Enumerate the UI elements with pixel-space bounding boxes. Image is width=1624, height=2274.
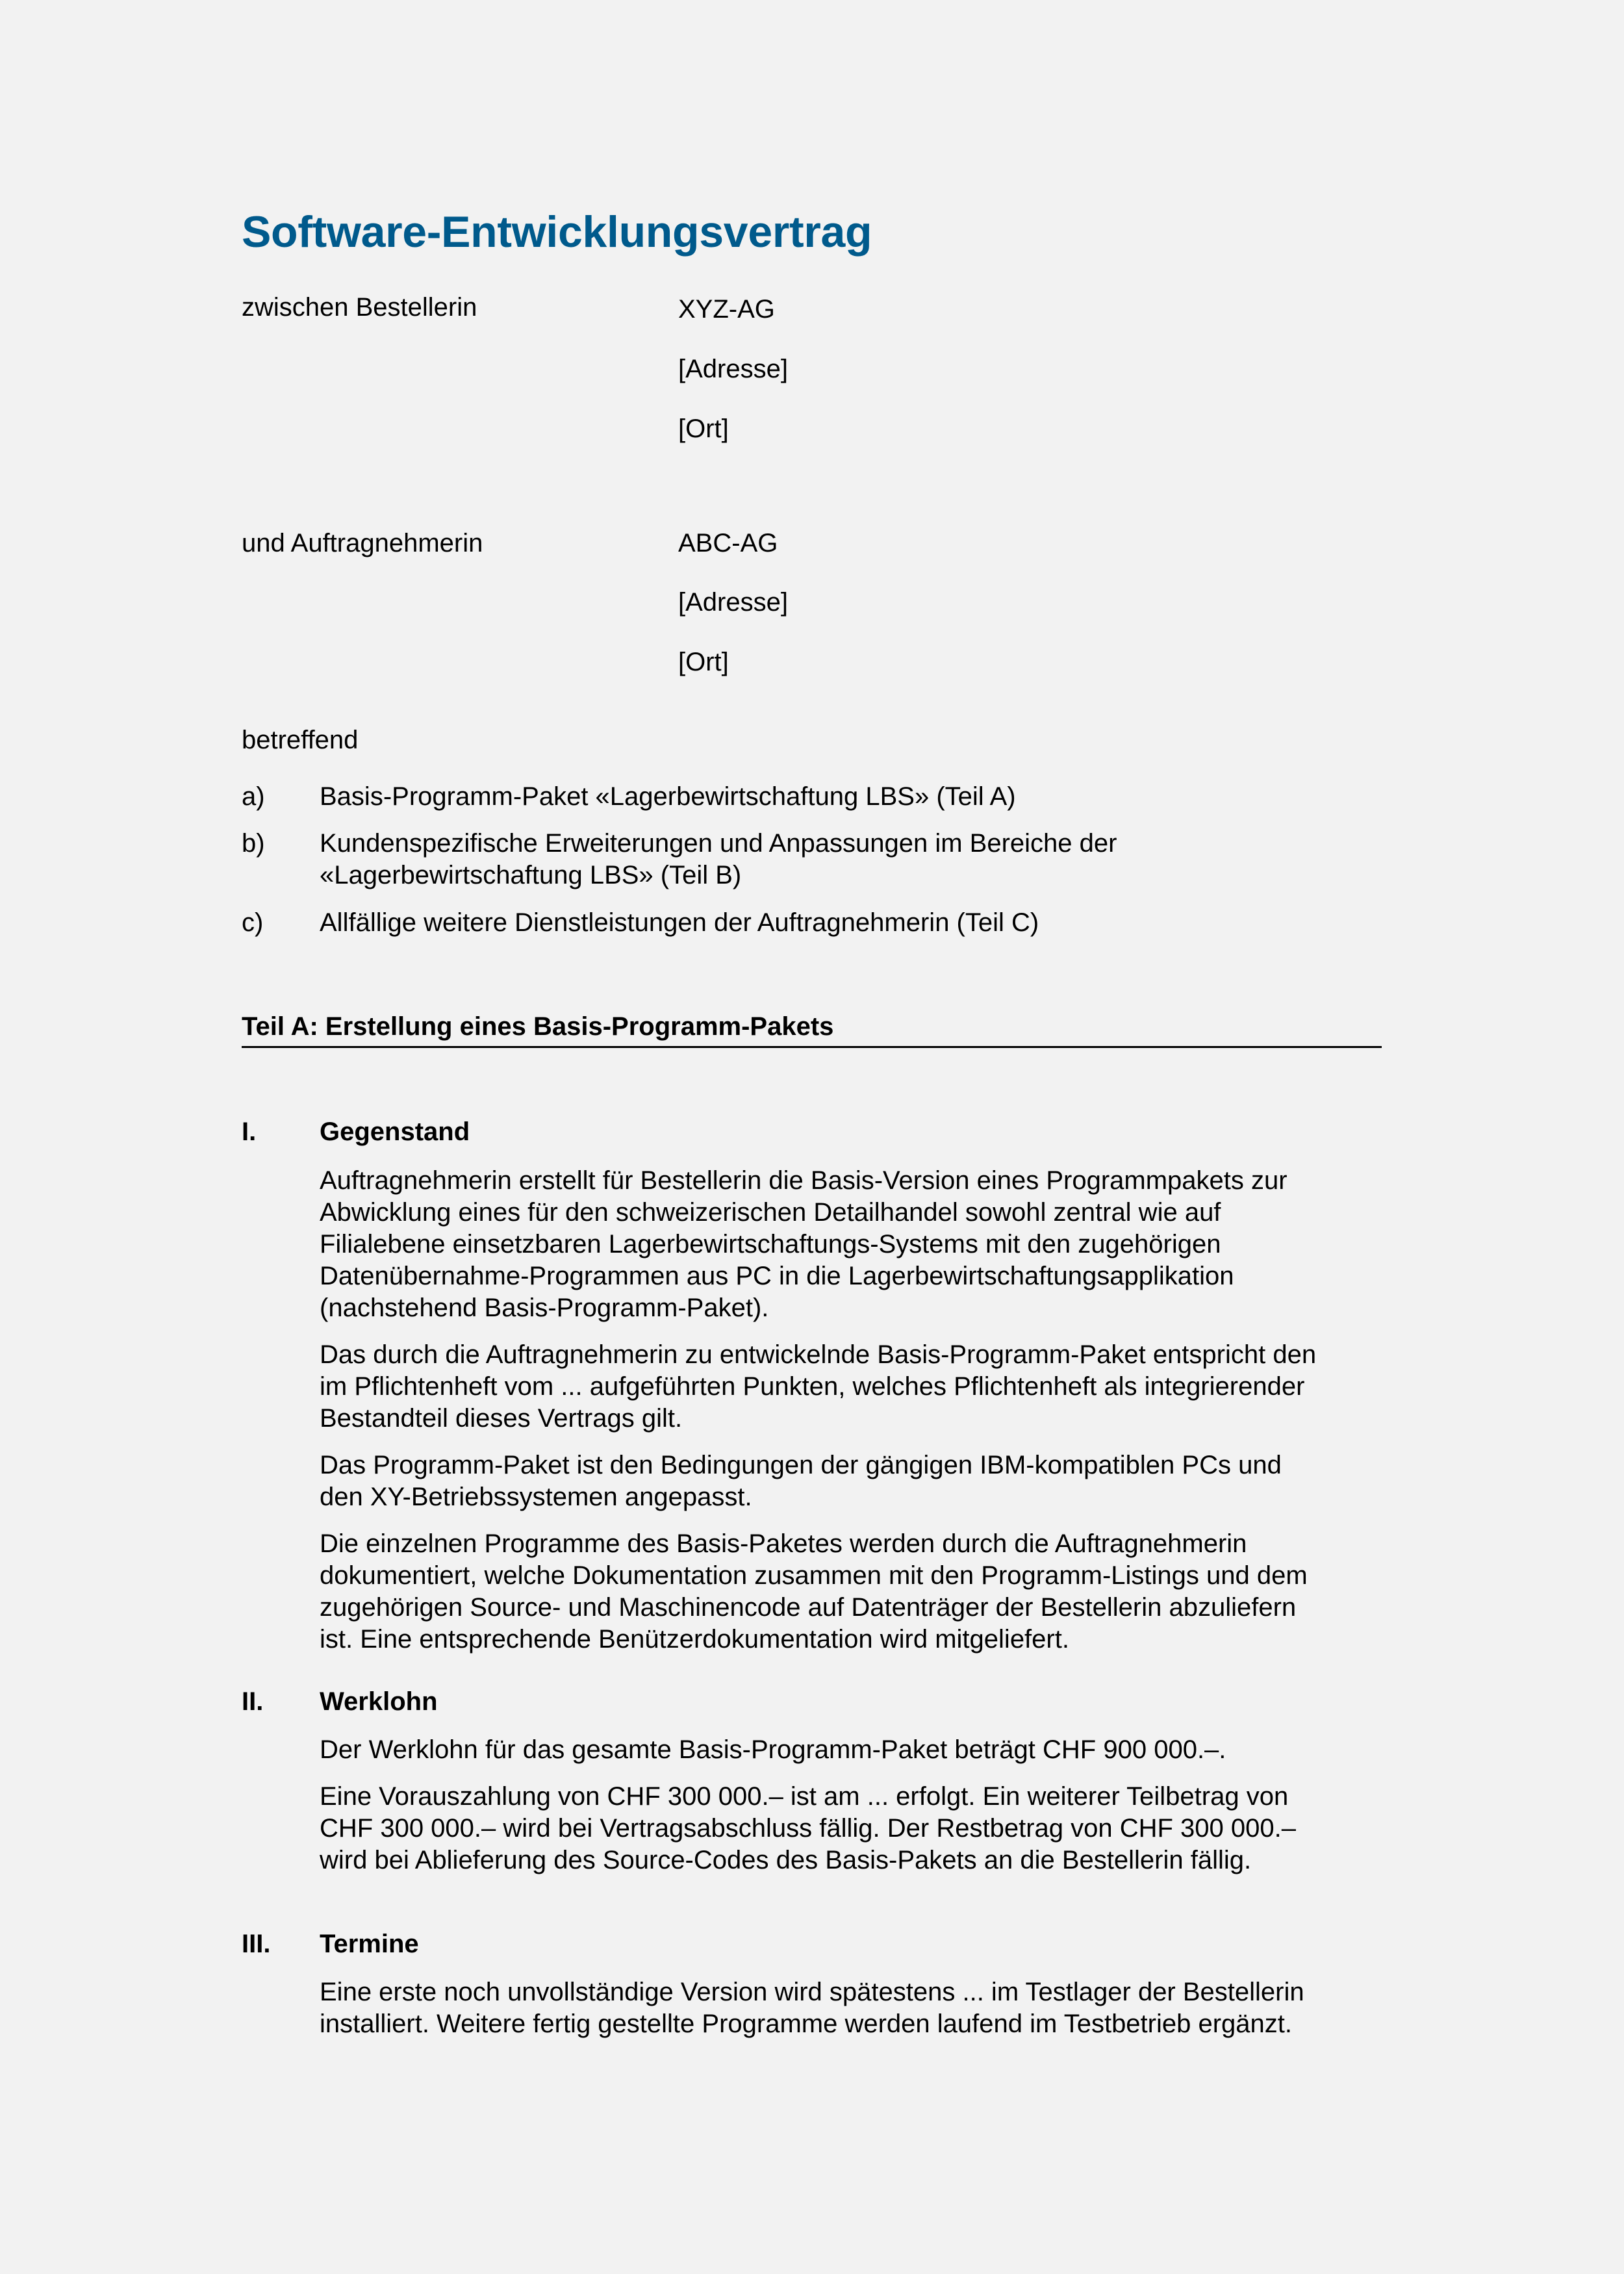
paragraph-line: im Pflichtenheft vom ... aufgeführten Punkten, welches Pflichtenheft als integrierender [320, 1372, 1305, 1401]
subject-label: betreffend [242, 726, 359, 754]
client-label: zwischen Bestellerin [242, 293, 477, 322]
paragraph-line: Das Programm-Paket ist den Bedingungen der gängigen IBM-kompatiblen PCs und [320, 1451, 1282, 1479]
section-paragraph [320, 1339, 1385, 1435]
contractor-name: ABC-AG [678, 529, 778, 557]
section-number: III. [242, 1930, 271, 1958]
paragraph-line: Eine erste noch unvollständige Version wird spätestens ... im Testlager der Bestellerin [320, 1978, 1304, 2006]
paragraph-line: Die einzelnen Programme des Basis-Paketes werden durch die Auftragnehmerin [320, 1529, 1247, 1558]
contractor-address: [Adresse] [678, 588, 788, 617]
section-paragraph [320, 1450, 1385, 1513]
subject-item-marker: c) [242, 908, 264, 937]
section-number: I. [242, 1118, 257, 1146]
subject-item-text: Kundenspezifische Erweiterungen und Anpassungen im Bereiche der [320, 829, 1117, 858]
contractor-label: und Auftragnehmerin [242, 529, 483, 557]
paragraph-line: wird bei Ablieferung des Source-Codes des Basis-Pakets an die Bestellerin fällig. [320, 1846, 1252, 1874]
paragraph-line: dokumentiert, welche Dokumentation zusammen mit den Programm-Listings und dem [320, 1561, 1308, 1590]
client-city: [Ort] [678, 415, 729, 443]
subject-item-marker: b) [242, 829, 265, 858]
section-paragraph [320, 1528, 1385, 1655]
paragraph-line: Filialebene einsetzbaren Lagerbewirtschaftungs-Systems mit den zugehörigen [320, 1230, 1221, 1258]
subject-item-text: Allfällige weitere Dienstleistungen der Auftragnehmerin (Teil C) [320, 908, 1039, 937]
section-paragraph [320, 1976, 1385, 2040]
heading-divider [242, 1046, 1382, 1048]
subject-item-text: Basis-Programm-Paket «Lagerbewirtschaftung LBS» (Teil A) [320, 782, 1016, 811]
contractor-city: [Ort] [678, 648, 729, 676]
paragraph-line: Bestandteil dieses Vertrags gilt. [320, 1404, 683, 1433]
paragraph-line: Datenübernahme-Programmen aus PC in die Lagerbewirtschaftungsapplikation [320, 1262, 1234, 1290]
paragraph-line: Der Werklohn für das gesamte Basis-Programm-Paket beträgt CHF 900 000.–. [320, 1735, 1226, 1764]
section-number: II. [242, 1687, 264, 1716]
part-a-heading: Teil A: Erstellung eines Basis-Programm-Pakets [242, 1012, 834, 1041]
paragraph-line: ist. Eine entsprechende Benützerdokumentation wird mitgeliefert. [320, 1625, 1069, 1654]
section-heading: Termine [320, 1930, 419, 1958]
paragraph-line: zugehörigen Source- und Maschinencode auf Datenträger der Bestellerin abzuliefern [320, 1593, 1297, 1622]
paragraph-line: installiert. Weitere fertig gestellte Programme werden laufend im Testbetrieb ergänzt. [320, 2010, 1293, 2038]
subject-item-marker: a) [242, 782, 265, 811]
paragraph-line: den XY-Betriebssystemen angepasst. [320, 1483, 752, 1511]
paragraph-line: (nachstehend Basis-Programm-Paket). [320, 1294, 769, 1322]
section-paragraph [320, 1165, 1385, 1324]
paragraph-line: Abwicklung eines für den schweizerischen Detailhandel sowohl zentral wie auf [320, 1198, 1221, 1227]
paragraph-line: Auftragnehmerin erstellt für Bestellerin die Basis-Version eines Programmpakets zur [320, 1166, 1288, 1195]
document-title: Software-Entwicklungsvertrag [242, 207, 872, 257]
subject-item-text: «Lagerbewirtschaftung LBS» (Teil B) [320, 861, 742, 889]
section-paragraph [320, 1734, 1385, 1766]
paragraph-line: Das durch die Auftragnehmerin zu entwickelnde Basis-Programm-Paket entspricht den [320, 1340, 1317, 1369]
section-heading: Werklohn [320, 1687, 438, 1716]
paragraph-line: Eine Vorauszahlung von CHF 300 000.– ist am ... erfolgt. Ein weiterer Teilbetrag von [320, 1782, 1289, 1811]
client-address: [Adresse] [678, 355, 788, 383]
section-heading: Gegenstand [320, 1118, 470, 1146]
client-name: XYZ-AG [678, 295, 775, 324]
section-paragraph [320, 1781, 1385, 1876]
paragraph-line: CHF 300 000.– wird bei Vertragsabschluss fällig. Der Restbetrag von CHF 300 000.– [320, 1814, 1296, 1843]
